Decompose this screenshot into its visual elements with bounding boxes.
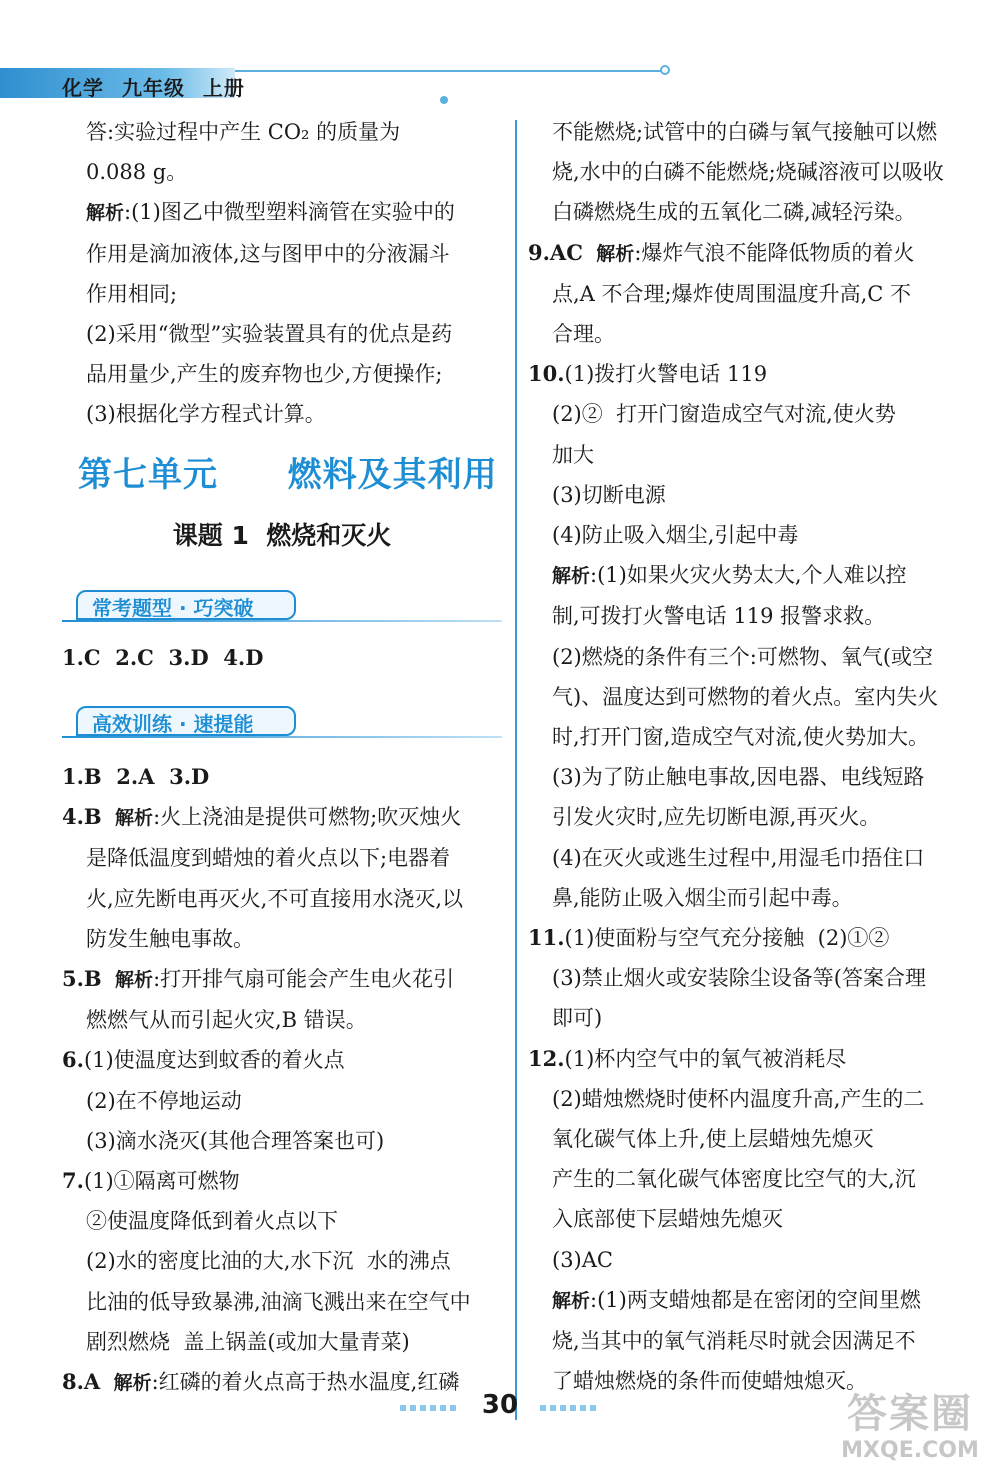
question-6: 6.(1)使温度达到蚊香的着火点 xyxy=(62,1047,345,1073)
text-line: (4)防止吸入烟尘,引起中毒 xyxy=(552,523,799,548)
question-8: 8.A 解析:红磷的着火点高于热水温度,红磷 xyxy=(62,1369,460,1395)
text-line: 答:实验过程中产生 CO₂ 的质量为 xyxy=(86,120,401,144)
page-number: 30 xyxy=(481,1390,519,1420)
watermark-text: 答案圈 xyxy=(847,1391,973,1437)
text-line: 烧,水中的白磷不能燃烧;烧碱溶液可以吸收 xyxy=(552,160,944,185)
question-10: 10.(1)拨打火警电话 119 xyxy=(528,361,768,387)
text-line: (3)为了防止触电事故,因电器、电线短路 xyxy=(552,765,925,790)
text-line: 入底部使下层蜡烛先熄灭 xyxy=(552,1207,783,1232)
answers-block-2 xyxy=(62,757,502,1403)
banner-label: 常考题型 · 巧突破 xyxy=(92,596,254,620)
text-line: 比油的低导致暴沸,油滴飞溅出来在空气中 xyxy=(86,1289,471,1314)
text-line: 即可) xyxy=(552,1006,603,1031)
watermark-url: MXQE.COM xyxy=(841,1438,979,1463)
text-line: 白磷燃烧生成的五氧化二磷,减轻污染。 xyxy=(552,200,916,225)
text-line: 气)、温度达到可燃物的着火点。室内失火 xyxy=(552,684,939,709)
header-title: 化学 九年级 上册 xyxy=(62,76,245,100)
question-4: 4.B 解析:火上浇油是提供可燃物;吹灭烛火 xyxy=(62,804,462,830)
question-12: 12.(1)杯内空气中的氧气被消耗尽 xyxy=(528,1045,847,1071)
answers-block-1 xyxy=(62,638,502,678)
text-line: 不能燃烧;试管中的白磷与氧气接触可以燃 xyxy=(552,120,938,144)
left-column xyxy=(62,112,502,435)
banner-label: 高效训练 · 速提能 xyxy=(92,712,254,736)
text-line: 作用相同; xyxy=(86,281,178,306)
analysis-line: 解析:(1)图乙中微型塑料滴管在实验中的 xyxy=(86,200,455,225)
column-divider xyxy=(515,120,517,1420)
text-line: (3)根据化学方程式计算。 xyxy=(86,402,326,427)
text-line: (4)在灭火或逃生过程中,用湿毛巾捂住口 xyxy=(552,845,925,870)
answers-line: 1.B 2.A 3.D xyxy=(62,764,210,789)
analysis-line: 解析:(1)两支蜡烛都是在密闭的空间里燃 xyxy=(552,1287,921,1312)
text-line: 燃燃气从而引起火灾,B 错误。 xyxy=(86,1008,367,1033)
text-line: 鼻,能防止吸入烟尘而引起中毒。 xyxy=(552,885,853,910)
question-9: 9.AC 解析:爆炸气浪不能降低物质的着火 xyxy=(528,239,915,265)
footer-deco-right xyxy=(540,1405,600,1411)
text-line: 防发生触电事故。 xyxy=(86,926,254,951)
question-5: 5.B 解析:打开排气扇可能会产生电火花引 xyxy=(62,966,455,992)
text-line: 是降低温度到蜡烛的着火点以下;电器着 xyxy=(86,846,451,871)
section-banner-1 xyxy=(62,590,302,624)
text-line: (2)蜡烛燃烧时使杯内温度升高,产生的二 xyxy=(552,1086,925,1111)
text-line: 引发火灾时,应先切断电源,再灭火。 xyxy=(552,805,881,830)
header-dot-icon xyxy=(660,65,670,75)
text-line: (2)燃烧的条件有三个:可燃物、氧气(或空 xyxy=(552,644,934,669)
text-line: 火,应先断电再灭火,不可直接用水浇灭,以 xyxy=(86,886,464,911)
text-line: 剧烈燃烧 盖上锅盖(或加大量青菜) xyxy=(86,1329,410,1354)
text-line: (2)水的密度比油的大,水下沉 水的沸点 xyxy=(86,1249,451,1274)
lesson-title: 课题 1 燃烧和灭火 xyxy=(172,521,392,550)
text-line: (3)滴水浇灭(其他合理答案也可) xyxy=(86,1128,385,1153)
text-line: (3)AC xyxy=(552,1247,613,1272)
text-line: (2)采用“微型”实验装置具有的优点是药 xyxy=(86,322,453,347)
text-line: 加大 xyxy=(552,442,594,467)
footer-deco-left xyxy=(400,1405,460,1411)
question-11: 11.(1)使面粉与空气充分接触 (2)①② xyxy=(528,925,890,951)
analysis-label: 解析 xyxy=(86,202,125,225)
header-dot-small-icon xyxy=(440,96,448,104)
section-banner-2 xyxy=(62,706,302,740)
analysis-line: 解析:(1)如果火灾火势太大,个人难以控 xyxy=(552,563,907,588)
text-line: (3)禁止烟火或安装除尘设备等(答案合理 xyxy=(552,966,926,991)
text-line: 产生的二氧化碳气体密度比空气的大,沉 xyxy=(552,1167,916,1192)
text-line: 氧化碳气体上升,使上层蜡烛先熄灭 xyxy=(552,1127,874,1152)
right-column xyxy=(528,112,958,1402)
watermark-logo xyxy=(830,1390,990,1470)
text-line: (2)在不停地运动 xyxy=(86,1088,242,1113)
text-line: 作用是滴加液体,这与图甲中的分液漏斗 xyxy=(86,241,450,266)
header-rule xyxy=(235,70,665,72)
text-line: 0.088 g。 xyxy=(86,160,188,185)
text-line: (2)② 打开门窗造成空气对流,使火势 xyxy=(552,402,896,427)
text-line: 点,A 不合理;爆炸使周围温度升高,C 不 xyxy=(552,281,912,306)
text-line: 制,可拨打火警电话 119 报警求救。 xyxy=(552,604,886,629)
text-line: 品用量少,产生的废弃物也少,方便操作; xyxy=(86,362,443,387)
text-line: 了蜡烛燃烧的条件而使蜡烛熄灭。 xyxy=(552,1369,867,1394)
text-line: ②使温度降低到着火点以下 xyxy=(86,1209,338,1234)
banner-underline xyxy=(62,620,502,622)
text-line: 时,打开门窗,造成空气对流,使火势加大。 xyxy=(552,725,930,750)
text-line: 合理。 xyxy=(552,322,615,347)
text-line: 烧,当其中的氧气消耗尽时就会因满足不 xyxy=(552,1329,916,1354)
unit-title: 第七单元 燃料及其利用 xyxy=(78,455,498,495)
banner-underline xyxy=(62,736,502,738)
answers-line: 1.C 2.C 3.D 4.D xyxy=(62,645,264,670)
question-7: 7.(1)①隔离可燃物 xyxy=(62,1168,240,1194)
text-line: (3)切断电源 xyxy=(552,482,666,507)
